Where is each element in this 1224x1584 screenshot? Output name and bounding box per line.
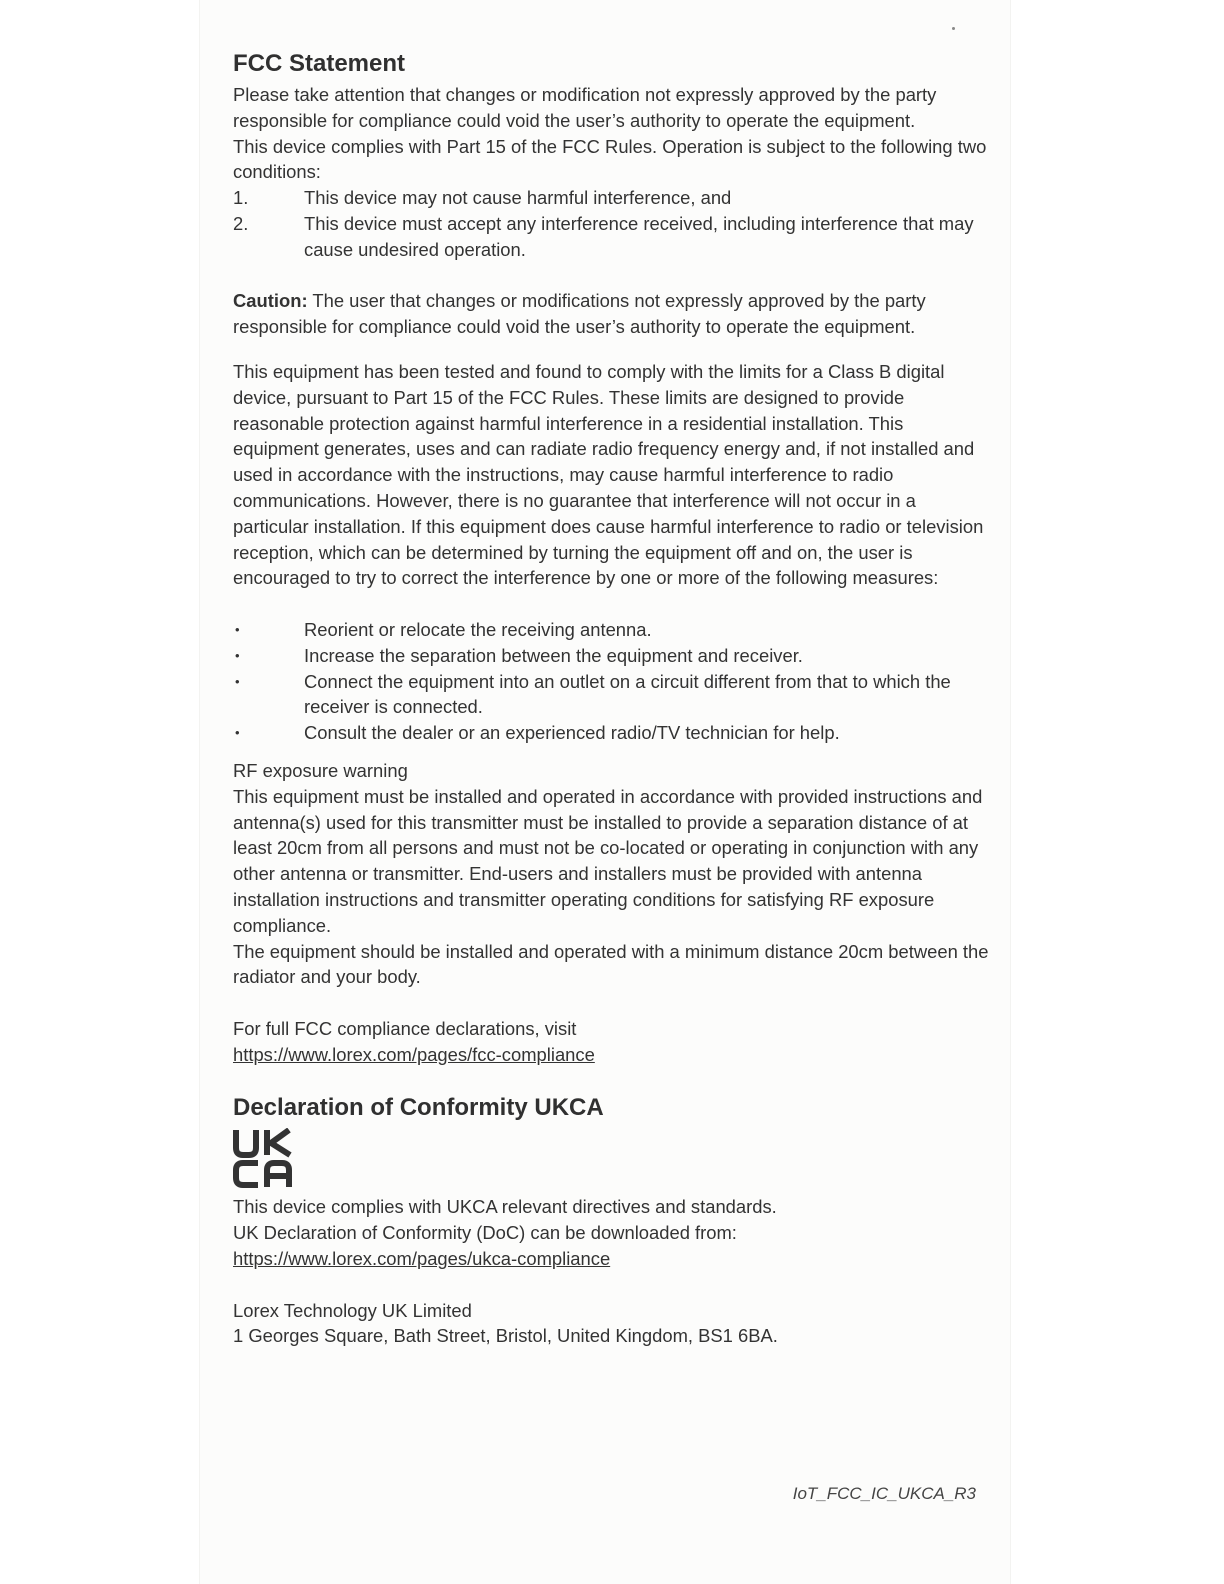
company-address: 1 Georges Square, Bath Street, Bristol, United Kingdom, BS1 6BA. bbox=[233, 1325, 778, 1347]
document-code: IoT_FCC_IC_UKCA_R3 bbox=[792, 1484, 976, 1503]
list-item bbox=[233, 643, 993, 669]
list-item bbox=[233, 211, 993, 263]
list-item-text: Reorient or relocate the receiving antenna. bbox=[304, 618, 652, 640]
bullet-icon: • bbox=[235, 673, 240, 689]
caution-label: Caution: bbox=[233, 290, 308, 312]
ukca-compliance-link[interactable]: https://www.lorex.com/pages/ukca-compliance bbox=[233, 1248, 611, 1270]
ukca-paragraph-2: UK Declaration of Conformity (DoC) can be downloaded from: bbox=[233, 1222, 737, 1244]
list-item-text: Increase the separation between the equipment and receiver. bbox=[304, 644, 803, 666]
list-item bbox=[233, 617, 993, 643]
list-item bbox=[233, 669, 993, 721]
rf-paragraph-2: The equipment should be installed and operated with a minimum distance 20cm between the radiator and your body. bbox=[233, 940, 989, 988]
list-marker: 2. bbox=[233, 212, 249, 234]
list-marker: 1. bbox=[233, 187, 249, 209]
bullet-icon: • bbox=[235, 647, 240, 663]
measures-list bbox=[233, 617, 993, 746]
ukca-mark-icon bbox=[233, 1128, 295, 1188]
list-item-text: This device may not cause harmful interference, and bbox=[304, 187, 732, 209]
list-item-text: This device must accept any interference received, including interference that may cause undesired operation. bbox=[304, 212, 974, 260]
caution-paragraph bbox=[233, 288, 993, 340]
bullet-icon: • bbox=[235, 621, 240, 637]
fcc-heading: FCC Statement bbox=[233, 50, 406, 77]
speck-mark bbox=[952, 27, 955, 30]
ukca-paragraph-1: This device complies with UKCA relevant directives and standards. bbox=[233, 1196, 777, 1218]
list-item-text: Consult the dealer or an experienced radio/TV technician for help. bbox=[304, 722, 840, 744]
list-item bbox=[233, 720, 993, 746]
caution-text: The user that changes or modifications not expressly approved by the party responsible for compliance could void the user’s authority to operate the equipment. bbox=[233, 290, 926, 338]
rf-heading: RF exposure warning bbox=[233, 759, 408, 781]
fcc-intro-paragraph-2: This device complies with Part 15 of the FCC Rules. Operation is subject to the following two conditions: bbox=[233, 135, 987, 183]
rf-paragraph-1: This equipment must be installed and operated in accordance with provided instructions and antenna(s) used for this transmitter must be installed to provide a separation distance of at least 20cm from all persons and must not be co-located or operating in conjunction with any other antenna or transmitter. End-users and installers must be provided with antenna installation instructions and transmitter operating conditions for satisfying RF exposure compliance. bbox=[233, 785, 983, 936]
list-item-text: Connect the equipment into an outlet on a circuit different from that to which the receiver is connected. bbox=[304, 670, 951, 718]
list-item bbox=[233, 185, 993, 211]
full-declaration-text: For full FCC compliance declarations, visit bbox=[233, 1017, 577, 1039]
fcc-compliance-link[interactable]: https://www.lorex.com/pages/fcc-compliance bbox=[233, 1043, 595, 1065]
class-b-paragraph: This equipment has been tested and found to comply with the limits for a Class B digital device, pursuant to Part 15 of the FCC Rules. These limits are designed to provide reasonable protection against harmful interference in a residential installation. This equipment generates, uses and can radiate radio frequency energy and, if not installed and used in accordance with the instructions, may cause harmful interference to radio communications. However, there is no guarantee that interference will not occur in a particular installation. If this equipment does cause harmful interference to radio or television reception, which can be determined by turning the equipment off and on, the user is encouraged to try to correct the interference by one or more of the following measures: bbox=[233, 360, 984, 589]
fcc-intro-paragraph-1: Please take attention that changes or modification not expressly approved by the party responsible for compliance could void the user’s authority to operate the equipment. bbox=[233, 84, 937, 131]
company-name: Lorex Technology UK Limited bbox=[233, 1299, 472, 1321]
document-content bbox=[233, 48, 993, 1349]
fcc-conditions-list bbox=[233, 185, 993, 262]
ukca-heading: Declaration of Conformity UKCA bbox=[233, 1094, 604, 1122]
bullet-icon: • bbox=[235, 725, 240, 741]
